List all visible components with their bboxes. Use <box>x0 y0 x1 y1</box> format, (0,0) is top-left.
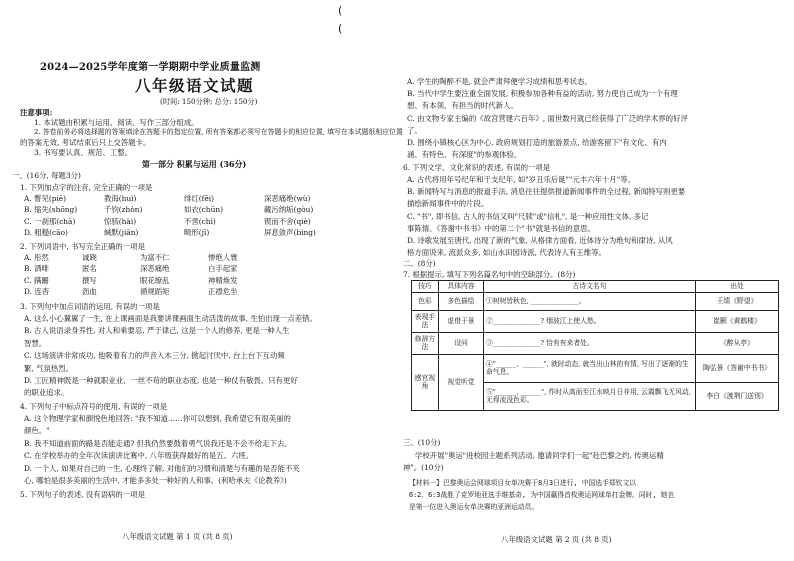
q4-line: D. 一个人, 如果对自己的一生, 心理终了解, 对他们的习惯和清楚与有趣的是否能不夹 <box>24 463 300 473</box>
exam-title: 八年级语文试题 <box>135 76 255 95</box>
notice-line: 的答案无效, 考试结束后只上交答题卡。 <box>20 138 151 147</box>
table-cell: ④"______、______", 就时动态, 就当出山林的有情, 写出了逐渐的生命气息。 <box>484 354 696 382</box>
q2-option: C. 蹒跚 <box>24 275 49 285</box>
q3-line: D. 工匠精神既是一种就职业业、一丝不苟的职业态度, 也是一种仗有敬畏、只有更好 <box>24 376 298 386</box>
table-row <box>412 310 779 332</box>
q2-option: 撰写 <box>82 275 97 285</box>
q5-line: 涵、有特色、有深度"的参观体验。 <box>407 150 522 160</box>
table-cell: ②______________? 烟波江上使人愁。 <box>484 310 696 332</box>
q2-options <box>24 253 288 297</box>
table-cell: 虚借于景 <box>439 310 484 332</box>
q6-line: 事陈情。《答谢中书书》中的第二个"书"就是书信的意思。 <box>407 223 595 233</box>
table-header-cell: 具体内容 <box>439 281 484 293</box>
q3-line: A. 这么小心翼翼了一生, 在上课画面是我要讲课画面生动活泼的故事, 生怕出现一点差错。 <box>24 314 317 323</box>
q5-line: D. 围绕小镇核心区为中心, 政府规划打造的旅游景点, 给游客留下"有文化、有内 <box>407 138 667 148</box>
q6-line: D. 诗歌发展至唐代, 出现了新的气象, 从格律方面看, 近体诗分为绝句和律诗, 从风 <box>407 236 673 246</box>
exam-title-line1: 2024—2025学年度第一学期期中学业质量监测 <box>40 62 261 73</box>
q6-options <box>407 174 685 259</box>
q5-line: C. 由文物专家主编的《故宫营建六百年》, 面世数月就已经获得了广泛的学术界的好评 <box>407 113 688 123</box>
table-cell: 陶弘景《答谢中书书》 <box>696 354 779 382</box>
page-footer-right: 八年级语文试题 第 2 页 (共 8 页) <box>501 535 612 544</box>
notice-line: 3. 书写要认真、规范、工整。 <box>34 148 133 157</box>
table-header-row <box>412 281 779 293</box>
q1-option: 惊骇(hài) <box>104 216 137 226</box>
q1-stem: 1. 下列加点字的注音, 完全正确的一项是 <box>20 183 153 192</box>
q3-line: B. 古人说语录身养性, 对人和乘要忍, 严于律己, 这是一个人的修养, 更是一种人生 <box>24 326 290 336</box>
table-header-cell: 古诗文名句 <box>484 281 696 293</box>
table-row <box>412 354 779 382</box>
table-cell: 色彩 <box>412 292 439 310</box>
table-cell: 《醉从亭》 <box>696 332 779 354</box>
q6-line: B. 新闻特写与消息的报道手法, 消息往往提供报道新闻事件的全过程, 新闻特写则更要 <box>407 187 686 197</box>
table-header-cell: 技巧 <box>412 281 439 293</box>
notice-title: 注意事项: <box>20 108 53 117</box>
section3-heading: 三、(10分) <box>403 438 441 447</box>
table-cell: 感官视角 <box>412 354 439 410</box>
q3-line: 智慧。 <box>24 338 47 348</box>
table-cell: 王绩《野望》 <box>696 292 779 310</box>
q7-stem: 7. 根据提示, 填写下列名篇名句中的空缺部分。(8分) <box>403 270 576 279</box>
table-cell: ①树树皆秋色, ______________。 <box>484 292 696 310</box>
q5-line: 了。 <box>407 125 422 135</box>
table-row <box>412 332 779 354</box>
q1-option: 绯红(fēi) <box>184 194 215 203</box>
table-cell: 设问 <box>439 332 484 354</box>
q3-stem: 3. 下列句中加点词语的运用, 有误的一项是 <box>20 302 160 311</box>
q2-option: 诚跷 <box>82 253 97 262</box>
q4-line: 颜色。" <box>24 426 50 436</box>
section1-heading: 一、(16分, 每题3分) <box>12 171 81 180</box>
table-row <box>412 292 779 310</box>
q1-option: 不啻(chì) <box>184 216 216 226</box>
q5-line: A. 学生的陶醉不是, 就会严肃拜便学习成绩和思考状态。 <box>407 77 592 86</box>
section2-heading: 二、(8分) <box>403 259 436 268</box>
margin-mark-2: ( <box>338 22 343 35</box>
section3-intro: 神"。(10分) <box>403 463 444 472</box>
q6-stem: 6. 下列文学、文化常识的表述, 有误的一项是 <box>403 163 551 172</box>
q1-option: 畸形(jī) <box>184 228 210 238</box>
page-footer-left: 八年级语文试题 第 1 页 (共 8 页) <box>122 532 233 541</box>
q2-option: 正襟危坐 <box>208 287 238 297</box>
q6-line: 描绘新闻事件中的片段。 <box>407 199 489 209</box>
q1-option: 如衣(chūn) <box>184 205 223 215</box>
section3-intro: 学校开展"奥运"进校园主题系列活动, 邀请同学们一起"赴巴黎之约, 传奥运精 <box>415 451 664 460</box>
table-cell: 视觉听觉 <box>439 354 484 410</box>
q4-line: B. 我不知道前面的路是否能走通? 但我仍然要鼓着勇气说我还是不会不给走下去。 <box>24 438 292 448</box>
q5-stem: 5. 下列句子的表述, 没有语病的一项是 <box>20 490 145 499</box>
q1-option: 藏污纳垢(gòu) <box>264 205 314 215</box>
q2-stem: 2. 下列词语中, 书写完全正确的一项是 <box>20 242 145 251</box>
q6-line: 格方面说来, 流派众多, 如山水田园诗派, 代表诗人有王维等。 <box>407 248 606 258</box>
q1-option: C. 一刹那(chà) <box>24 216 76 226</box>
material-one <box>409 478 674 513</box>
material-line: 【材料一】巴黎奥运会网球项目女单决赛于8月3日进行, 中国选手郑钦文以 <box>409 479 637 487</box>
q1-option: 缄默(jiān) <box>104 228 139 238</box>
q2-option: B. 洒啡 <box>24 264 49 274</box>
q2-option: 深恶痛绝 <box>140 264 170 274</box>
q1-option: D. 粗糙(cāo) <box>24 228 68 238</box>
q3-line: 繁, 气氛热烈。 <box>24 363 74 373</box>
exam-meta: (时间: 150分钟; 总分: 150分) <box>160 97 258 106</box>
q1-option: B. 缩先(shōng) <box>24 205 78 215</box>
q2-option: 白手起家 <box>208 264 238 274</box>
q1-option: 教诲(huì) <box>104 194 137 203</box>
table-cell: 李白《渡荆门送别》 <box>696 382 779 410</box>
table-cell: 表现手法 <box>412 310 439 332</box>
q2-option: A. 彤然 <box>24 253 49 262</box>
notice-line: 1. 本试题由积累与运用、阅读、写作三部分组成。 <box>34 118 199 127</box>
material-line: 是第一位进入奥运女单决赛的亚洲运动员。 <box>409 502 539 511</box>
q2-option: 眼花缭乱 <box>140 275 170 285</box>
q2-option: 惨绝人寰 <box>208 253 238 262</box>
q2-option: D. 连杳 <box>24 287 50 297</box>
q1-option: A. 瞥见(piē) <box>24 194 67 203</box>
table-cell: ③______________? 恰有有来者处。 <box>484 332 696 354</box>
q2-option: 为富不仁 <box>140 253 170 262</box>
material-line: 6:2、6:3战胜了克罗地亚选手维基奇, 为中国赢得首枚奥运网球单打金牌。同时, 她也 <box>409 490 675 499</box>
table-cell: ⑤"______, ______", 作时从高而至江水映月日非用, 云霞飘飞无风动, 无得流没色彩。 <box>484 382 696 410</box>
q5-line: B. 当代中学生要注重全面发展, 积极参加各种有益的活动, 努力使自己成为一个有理 <box>407 89 678 99</box>
q2-option: 沥血 <box>82 287 97 297</box>
q4-stem: 4. 下列句子中标点符号的使用, 有误的一项是 <box>20 402 168 411</box>
table-cell: 崔颢《黄鹤楼》 <box>696 310 779 332</box>
q1-option: 千钧(zhòn) <box>104 205 143 215</box>
table-cell: 修辞方法 <box>412 332 439 354</box>
q4-options <box>24 413 300 487</box>
q4-line: C. 在学校举办的全年次读演讲比赛中, 八年级获得最好的是五、六班。 <box>24 451 254 461</box>
q1-option: 屏息敛声(bìng) <box>264 228 316 238</box>
q6-line: C. "书", 即书信, 古人的书信又叫"尺牍"或"信札", 是一种应用性文体, 多记 <box>407 211 649 221</box>
q4-line: A. 这个物理学家和颜悦色地回答: "我不知道……你可以想到, 我希望它有很美丽的 <box>24 414 291 423</box>
q1-option: 锲而不舍(qiè) <box>264 216 311 226</box>
exam-page-right <box>397 0 794 561</box>
part1-title: 第一部分 积累与运用 (36分) <box>142 159 247 169</box>
q3-line: C. 这场演讲非常成功, 他吸着有力的声音入木三分, 掀起讨厌中, 台上台下互动频 <box>24 351 285 361</box>
q5-line: 想、有本领、有担当的时代新人。 <box>407 101 518 111</box>
q1-option: 深恶痛绝(wù) <box>264 194 311 203</box>
q3-line: 的职业追求。 <box>24 388 69 398</box>
q5-options <box>407 76 688 161</box>
q1-options <box>24 194 344 238</box>
notice-line: 2. 答卷前务必将选择题的答案填涂在答题卡的指定位置, 所有答案都必须写在答题卡的相应位置, 填写在本试题纸相应位置 <box>34 128 403 136</box>
q7-table <box>411 280 779 411</box>
table-header-cell: 出处 <box>696 281 779 293</box>
table-cell: 多色描绘 <box>439 292 484 310</box>
margin-mark-1: ( <box>338 4 343 17</box>
q4-line: 心, 哪怕是很多美丽的生活中, 才能多多处一种好的人和事。(利哈承夫《论教养》) <box>24 476 287 486</box>
q6-line: A. 古代将用年号纪年和干支纪年, 如"岁丑乐后诞""元丰六年十月"等。 <box>407 175 635 184</box>
q2-option: 神精焕发 <box>208 275 238 285</box>
q2-option: 循规蹈矩 <box>140 287 170 297</box>
q3-options <box>24 313 317 400</box>
q2-option: 匿名 <box>82 264 97 274</box>
